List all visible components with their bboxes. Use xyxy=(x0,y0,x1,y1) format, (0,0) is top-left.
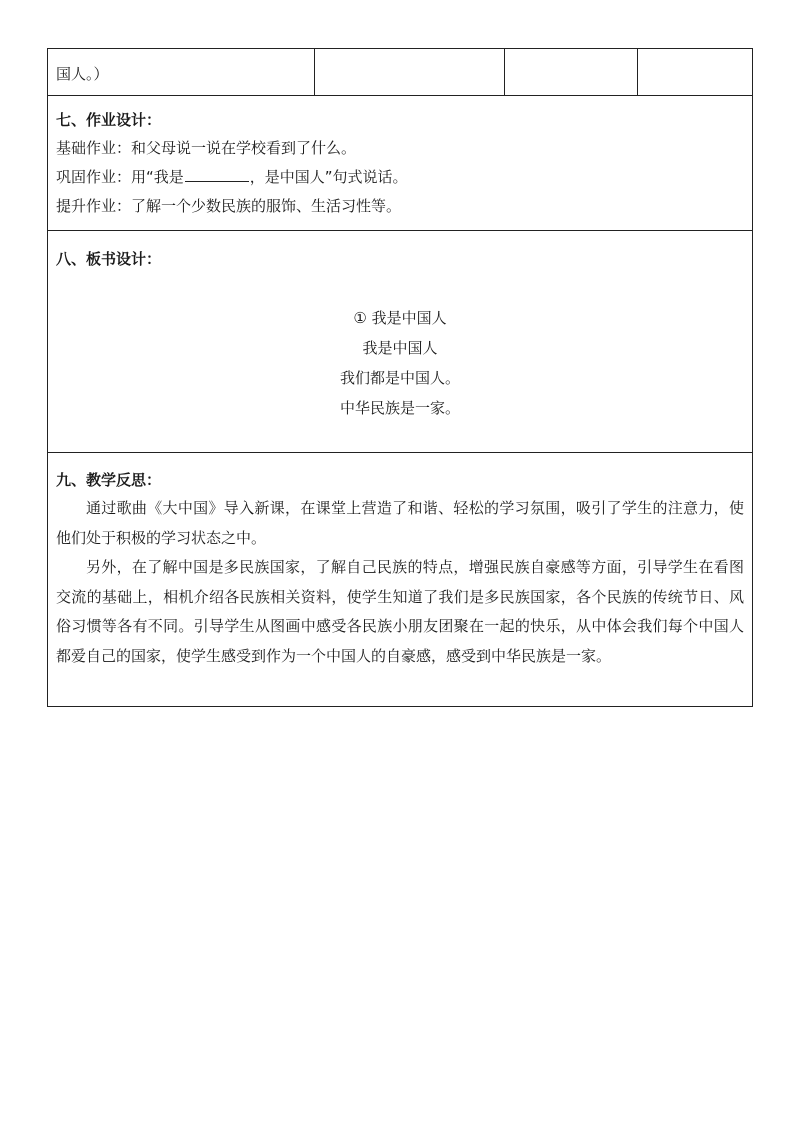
board-line: 我们都是中国人。 xyxy=(339,369,460,387)
homework-extend: 提升作业：了解一个少数民族的服饰、生活习性等。 xyxy=(56,197,402,215)
board-line: 中华民族是一家。 xyxy=(339,399,460,417)
continuation-text-cell: 国人。） xyxy=(48,49,315,95)
board-line: ① 我是中国人 xyxy=(353,309,447,327)
board-line: 我是中国人 xyxy=(362,339,438,357)
reflection-paragraph: 另外，在了解中国是多民族国家，了解自己民族的特点，增强民族自豪感等方面，引导学生在看图交流的基础上，相机介绍各民族相关资料，使学生知道了我们是多民族国家，各个民族的传统节日、风俗习惯等各有不同。引导学生从图画中感受各民族小朋友团聚在一起的快乐，从中体会我们每个中国人都爱自己的国家，使学生感受到作为一个中国人的自豪感，感受到中华民族是一家。 xyxy=(56,558,744,665)
board-design-section xyxy=(48,231,752,453)
homework-consolidate xyxy=(56,163,744,192)
board-content xyxy=(56,303,744,423)
homework-title: 七、作业设计： xyxy=(56,111,162,129)
board-design-title: 八、板书设计： xyxy=(56,250,162,268)
table-row-continuation xyxy=(48,49,752,96)
empty-cell-3 xyxy=(505,49,638,95)
homework-basic: 基础作业：和父母说一说在学校看到了什么。 xyxy=(56,139,357,157)
reflection-section xyxy=(48,453,752,706)
fill-in-blank xyxy=(185,167,249,182)
homework-section xyxy=(48,96,752,231)
homework-consolidate-suffix: ，是中国人”句式说话。 xyxy=(249,168,408,186)
reflection-paragraph: 通过歌曲《大中国》导入新课，在课堂上营造了和谐、轻松的学习氛围，吸引了学生的注意力，使他们处于积极的学习状态之中。 xyxy=(56,499,744,547)
reflection-title: 九、教学反思： xyxy=(56,471,162,489)
empty-cell-4 xyxy=(638,49,752,95)
empty-cell-2 xyxy=(315,49,505,95)
lesson-plan-table xyxy=(47,48,753,707)
homework-consolidate-prefix: 巩固作业：用“我是 xyxy=(56,168,184,186)
